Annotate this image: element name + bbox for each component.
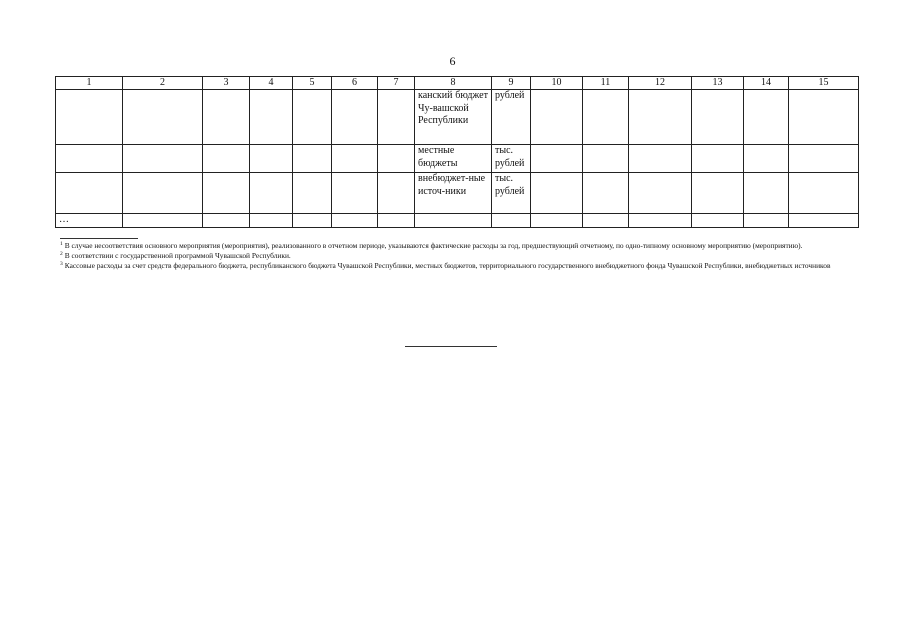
table-cell <box>744 214 789 228</box>
report-table <box>55 76 859 228</box>
column-header: 7 <box>378 77 415 90</box>
footnote-mark: 3 <box>60 260 63 267</box>
end-separator <box>405 346 497 347</box>
table-cell <box>492 214 531 228</box>
table-cell <box>531 173 583 214</box>
table-cell <box>123 145 203 173</box>
column-header: 2 <box>123 77 203 90</box>
table-cell <box>250 214 293 228</box>
column-header: 11 <box>583 77 629 90</box>
footnote-mark: 1 <box>60 240 63 247</box>
table-cell <box>744 145 789 173</box>
unit-cell: рублей <box>492 90 531 145</box>
column-header: 8 <box>415 77 492 90</box>
footnote <box>60 241 850 251</box>
table-cell <box>203 214 250 228</box>
footnote-text: В случае несоответствия основного мероприятия (мероприятия), реализованного в отчетном периоде, указываются фактические расходы за год, предшествующий отчетному, по одно-типному основному мероприятию (мероприятию). <box>64 241 803 250</box>
footnotes <box>60 238 850 271</box>
table-cell <box>378 173 415 214</box>
table-row <box>56 90 859 145</box>
table-cell <box>332 90 378 145</box>
table-cell <box>332 145 378 173</box>
table-cell <box>56 173 123 214</box>
table-cell <box>629 214 692 228</box>
table-cell <box>692 173 744 214</box>
footnote-text: В соответствии с государственной программой Чувашской Республики. <box>64 251 291 260</box>
footnote-mark: 2 <box>60 250 63 257</box>
column-header: 14 <box>744 77 789 90</box>
table-cell <box>531 145 583 173</box>
funding-source-cell: местные бюджеты <box>415 145 492 173</box>
table-cell <box>744 173 789 214</box>
table-row <box>56 145 859 173</box>
table-cell <box>378 145 415 173</box>
footnote-separator <box>60 238 138 239</box>
footnote-text: Кассовые расходы за счет средств федерального бюджета, республиканского бюджета Чувашской Республики, местных бюджетов, территориального государственного внебюджетного фонда Чувашской Республики, внебюджетных источников <box>64 261 831 270</box>
column-header: 6 <box>332 77 378 90</box>
table-cell <box>531 214 583 228</box>
table-cell <box>789 90 859 145</box>
table-cell <box>692 145 744 173</box>
table-cell <box>56 90 123 145</box>
table-cell <box>583 214 629 228</box>
funding-source-cell: внебюджет-ные источ-ники <box>415 173 492 214</box>
column-header: 5 <box>293 77 332 90</box>
table-cell <box>332 214 378 228</box>
table-cell <box>744 90 789 145</box>
funding-source-cell: канский бюджет Чу-вашской Республики <box>415 90 492 145</box>
table-cell <box>692 214 744 228</box>
page-number: 6 <box>449 54 456 68</box>
table-row <box>56 173 859 214</box>
table-cell <box>293 173 332 214</box>
table-cell <box>629 90 692 145</box>
table-cell <box>250 173 293 214</box>
table-cell <box>378 214 415 228</box>
table-header-row <box>56 77 859 90</box>
table-cell <box>123 173 203 214</box>
table-cell <box>250 145 293 173</box>
table-cell <box>123 214 203 228</box>
ellipsis-cell: … <box>56 214 123 228</box>
table-cell <box>293 214 332 228</box>
table-cell <box>203 90 250 145</box>
table-cell <box>583 145 629 173</box>
table-cell <box>378 90 415 145</box>
column-header: 10 <box>531 77 583 90</box>
table-cell <box>789 214 859 228</box>
unit-cell: тыс. рублей <box>492 173 531 214</box>
column-header: 4 <box>250 77 293 90</box>
footnote <box>60 261 850 271</box>
table-cell <box>203 145 250 173</box>
column-header: 1 <box>56 77 123 90</box>
table-cell <box>293 145 332 173</box>
table-cell <box>583 90 629 145</box>
table-row <box>56 214 859 228</box>
table-cell <box>123 90 203 145</box>
unit-cell: тыс. рублей <box>492 145 531 173</box>
table-cell <box>789 173 859 214</box>
table-cell <box>250 90 293 145</box>
table-cell <box>332 173 378 214</box>
column-header: 13 <box>692 77 744 90</box>
table-cell <box>293 90 332 145</box>
column-header: 12 <box>629 77 692 90</box>
table-cell <box>789 145 859 173</box>
table-cell <box>583 173 629 214</box>
table-cell <box>629 173 692 214</box>
table-cell <box>692 90 744 145</box>
column-header: 9 <box>492 77 531 90</box>
table-cell <box>56 145 123 173</box>
footnote <box>60 251 850 261</box>
table-cell <box>203 173 250 214</box>
table-cell <box>531 90 583 145</box>
table-cell <box>629 145 692 173</box>
table-cell <box>415 214 492 228</box>
column-header: 3 <box>203 77 250 90</box>
column-header: 15 <box>789 77 859 90</box>
